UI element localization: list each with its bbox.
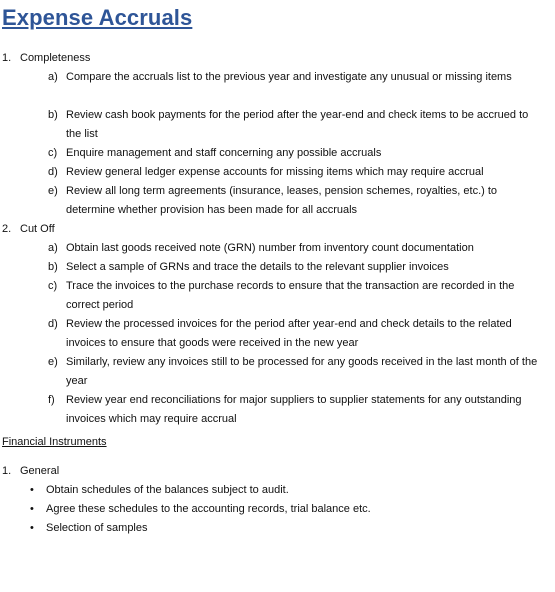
item-text: Compare the accruals list to the previous year and investigate any unusual or missing items — [66, 71, 512, 83]
item-text: Review year end reconciliations for major suppliers to supplier statements for any outstanding invoices which may require accrual — [66, 394, 522, 425]
section-heading-text: Completeness — [20, 52, 91, 64]
bullet-text: Agree these schedules to the accounting records, trial balance etc. — [46, 503, 371, 515]
section-general-heading — [2, 462, 59, 481]
section-completeness-heading — [2, 49, 90, 68]
list-item — [48, 391, 538, 429]
item-letter: d) — [48, 166, 58, 178]
item-text: Review all long term agreements (insurance, leases, pension schemes, royalties, etc.) to determine whether provision has been made for all accruals — [66, 185, 498, 216]
bullet-item — [30, 500, 371, 519]
item-text: Review cash book payments for the period after the year-end and check items to be accrued to the list — [66, 109, 529, 140]
item-letter: f) — [48, 394, 55, 406]
item-letter: e) — [48, 356, 58, 368]
section-number: 1. — [2, 52, 12, 64]
section-heading-text: General — [20, 465, 60, 477]
bullet-icon: • — [30, 484, 34, 496]
list-item — [48, 315, 538, 353]
item-letter: e) — [48, 185, 58, 197]
list-item — [48, 258, 538, 277]
bullet-item — [30, 481, 289, 500]
bullet-item — [30, 519, 148, 538]
item-text: Trace the invoices to the purchase records to ensure that the transaction are recorded in the correct period — [66, 280, 515, 311]
item-letter: b) — [48, 109, 58, 121]
item-text: Enquire management and staff concerning any possible accruals — [66, 147, 382, 159]
item-text: Select a sample of GRNs and trace the details to the relevant supplier invoices — [66, 261, 449, 273]
item-letter: c) — [48, 147, 58, 159]
list-item — [48, 353, 538, 391]
item-text: Similarly, review any invoices still to be processed for any goods received in the last month of the year — [66, 356, 538, 387]
list-item — [48, 144, 538, 163]
item-letter: b) — [48, 261, 58, 273]
item-text: Review the processed invoices for the period after year-end and check details to the related invoices to ensure that goods were received in the new year — [66, 318, 512, 349]
page-title: Expense Accruals — [2, 5, 193, 30]
section-number: 1. — [2, 465, 12, 477]
list-item — [48, 68, 538, 87]
list-item — [48, 277, 538, 315]
bullet-icon: • — [30, 522, 34, 534]
financial-instruments-heading: Financial Instruments — [2, 436, 107, 448]
bullet-text: Obtain schedules of the balances subject to audit. — [46, 484, 289, 496]
list-item — [48, 106, 538, 144]
bullet-text: Selection of samples — [46, 522, 148, 534]
item-letter: c) — [48, 280, 58, 292]
item-text: Review general ledger expense accounts for missing items which may require accrual — [66, 166, 484, 178]
item-letter: d) — [48, 318, 58, 330]
section-heading-text: Cut Off — [20, 223, 55, 235]
list-item — [48, 182, 538, 220]
item-text: Obtain last goods received note (GRN) number from inventory count documentation — [66, 242, 474, 254]
item-letter: a) — [48, 71, 58, 83]
bullet-icon: • — [30, 503, 34, 515]
section-cutoff-heading — [2, 220, 55, 239]
section-number: 2. — [2, 223, 12, 235]
list-item — [48, 239, 538, 258]
item-letter: a) — [48, 242, 58, 254]
list-item — [48, 163, 538, 182]
